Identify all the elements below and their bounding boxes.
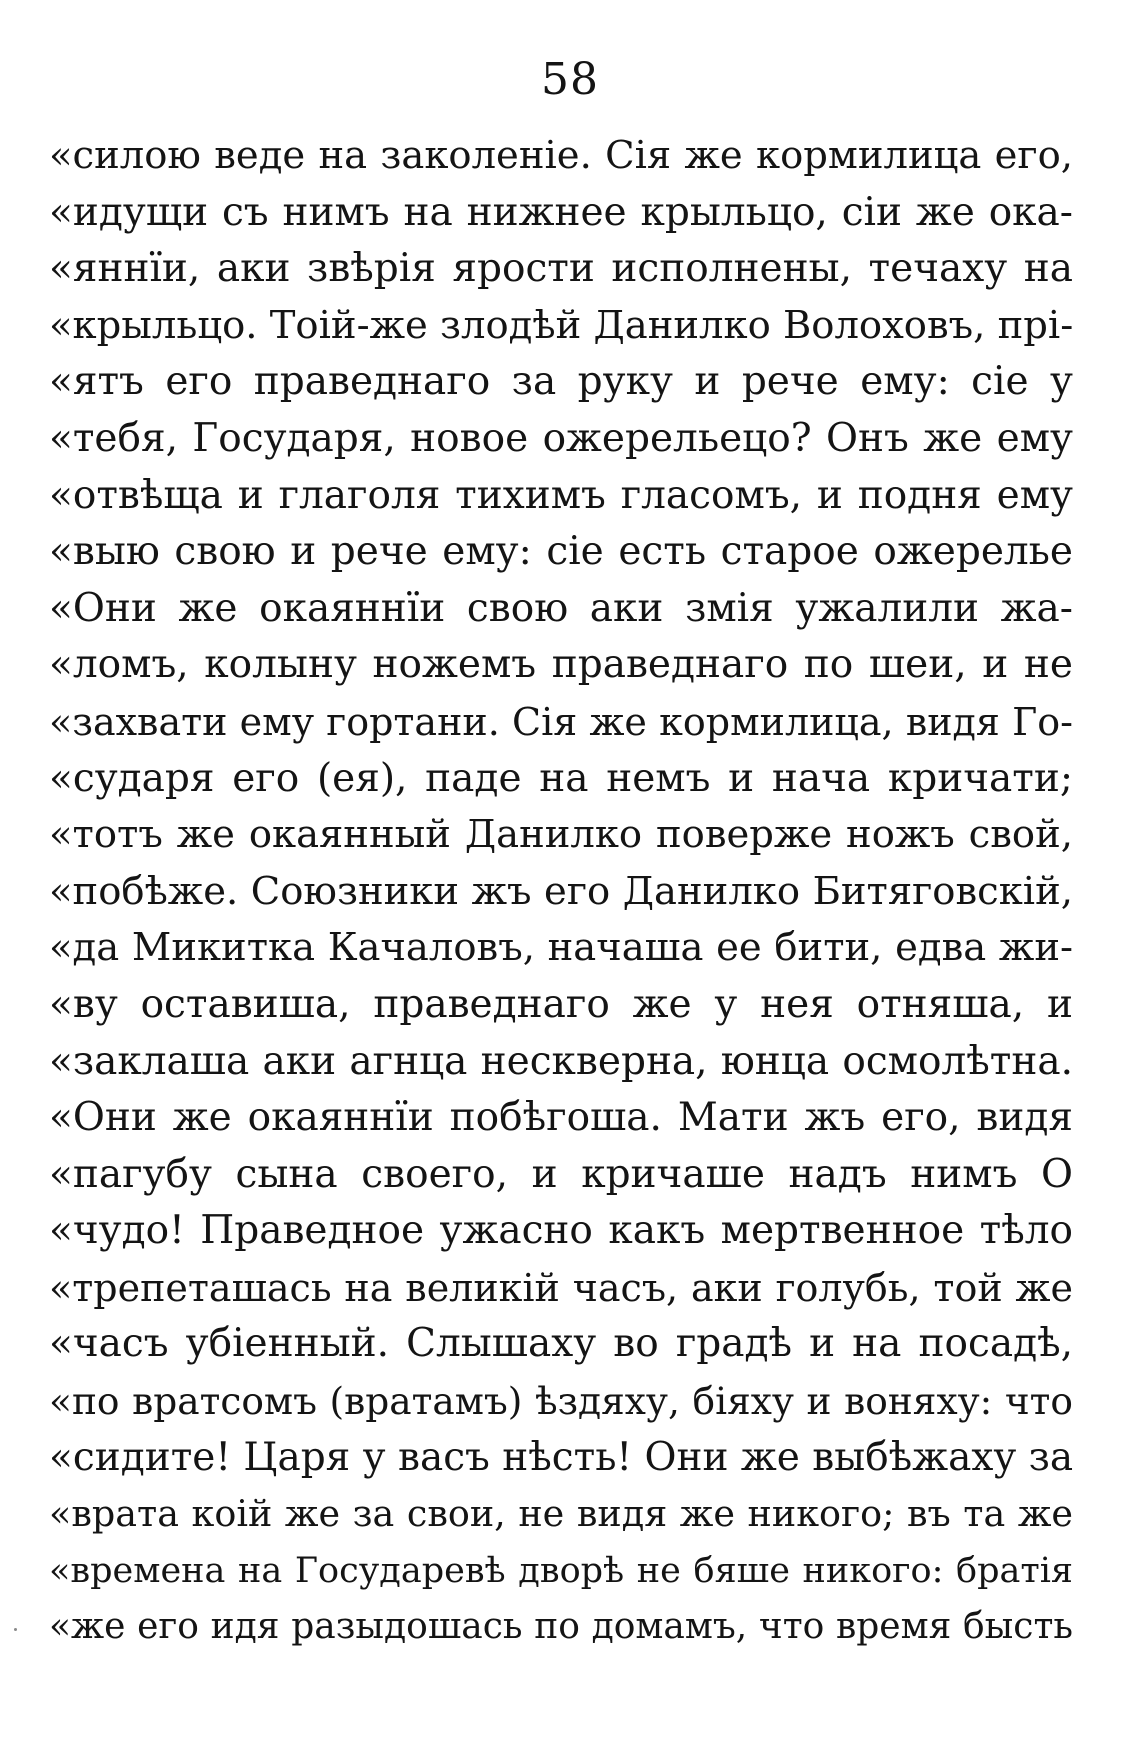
text-line: «сидите! Царя у васъ нѣсть! Они же выбѣжаху за	[49, 1434, 1073, 1480]
text-line: «идущи съ нимъ на нижнее крыльцо, сіи же ока-	[49, 189, 1073, 235]
text-line: «пагубу сына своего, и кричаше надъ нимъ О	[49, 1151, 1073, 1197]
page-number: 58	[541, 54, 599, 105]
text-line: «ломъ, колыну ножемъ праведнаго по шеи, и не	[49, 642, 1073, 688]
text-line: «сударя его (ея), паде на немъ и нача кричати;	[49, 755, 1073, 801]
margin-speck	[14, 1628, 17, 1631]
text-line: «отвѣща и глаголя тихимъ гласомъ, и подня ему	[49, 472, 1073, 518]
text-line: «Они же окаяннїи свою аки змія ужалили жа-	[49, 585, 1073, 631]
text-line: «часъ убіенный. Слышаху во градѣ и на посадѣ,	[49, 1321, 1073, 1367]
text-line: «же его идя разыдошась по домамъ, что время бысть	[49, 1606, 1073, 1648]
text-line: «времена на Государевѣ дворѣ не бяше никого: братія	[49, 1550, 1073, 1591]
text-line: «побѣже. Союзники жъ его Данилко Битяговскій,	[49, 868, 1073, 914]
text-line: «силою веде на заколеніе. Сія же кормилица его,	[49, 133, 1073, 178]
text-line: «яннїи, аки звѣрія ярости исполнены, течаху на	[49, 246, 1073, 292]
text-line: «захвати ему гортани. Сія же кормилица, видя Го-	[49, 699, 1073, 744]
body-text	[49, 128, 1073, 1656]
text-line: «да Микитка Качаловъ, начаша ее бити, едва жи-	[49, 925, 1073, 971]
text-line: «по вратсомъ (вратамъ) ѣздяху, біяху и воняху: что	[49, 1379, 1073, 1424]
text-line: «ятъ его праведнаго за руку и рече ему: сіе у	[49, 359, 1073, 405]
text-line: «тебя, Государя, новое ожерельецо? Онъ же ему	[49, 415, 1073, 461]
text-line: «чудо! Праведное ужасно какъ мертвенное тѣло	[49, 1208, 1073, 1254]
text-line: «выю свою и рече ему: сіе есть старое ожерелье	[49, 529, 1073, 575]
text-line: «Они же окаяннїи побѣгоша. Мати жъ его, видя	[49, 1095, 1073, 1141]
text-line: «врата коій же за свои, не видя же никого; въ та же	[49, 1492, 1073, 1536]
text-line: «ву оставиша, праведнаго же у нея отняша, и	[49, 981, 1073, 1027]
text-line: «крыльцо. Тоій-же злодѣй Данилко Волоховъ, прі-	[49, 302, 1073, 348]
text-line: «заклаша аки агнца нескверна, юнца осмолѣтна.	[49, 1038, 1073, 1084]
text-line: «трепеташась на великій часъ, аки голубь, той же	[49, 1265, 1073, 1310]
text-line: «тотъ же окаянный Данилко поверже ножъ свой,	[49, 812, 1073, 858]
